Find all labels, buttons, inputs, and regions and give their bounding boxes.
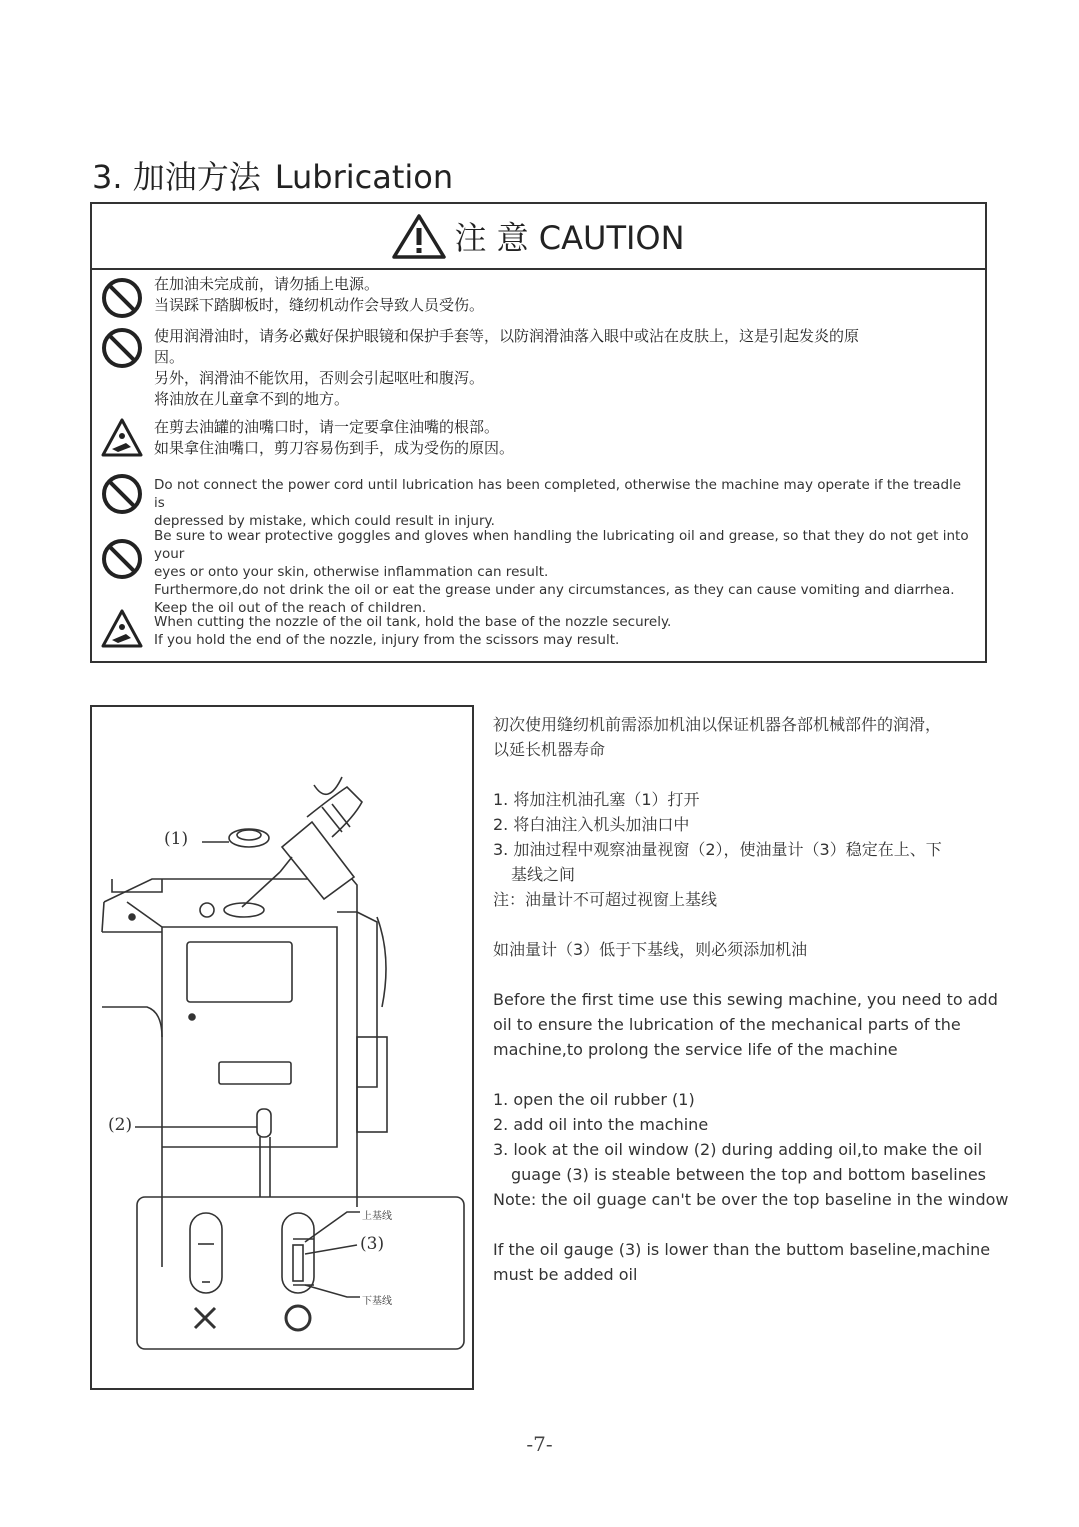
caution-box [90, 202, 987, 663]
cn-intro-line: 初次使用缝纫机前需添加机油以保证机器各部机械部件的润滑， [493, 715, 942, 734]
caution-line: Do not connect the power cord until lubrication has been completed, otherwise the machine may operate if the treadle is [154, 477, 962, 511]
en-step: 1. open the oil rubber (1) [493, 1090, 695, 1109]
en-warning: If the oil gauge (3) is lower than the buttom baseline,machine [493, 1240, 991, 1259]
section-title-en: Lubrication [274, 158, 454, 196]
en-note: Note: the oil guage can't be over the top baseline in the window [493, 1190, 1009, 1209]
prohibited-icon [100, 326, 144, 370]
caution-line: 将油放在儿童拿不到的地方。 [154, 390, 350, 408]
caution-line: 在剪去油罐的油嘴口时，请一定要拿住油嘴的根部。 [154, 418, 500, 436]
caution-line: Keep the oil out of the reach of children. [154, 600, 427, 616]
caution-line: 在加油未完成前，请勿插上电源。 [154, 275, 380, 293]
caution-line: 使用润滑油时，请务必戴好保护眼镜和保护手套等，以防润滑油落入眼中或沾在皮肤上，这是引起发炎的原 [154, 327, 860, 345]
callout-oil-gauge: (3) [360, 1234, 385, 1254]
page-number: -7- [526, 1432, 553, 1456]
en-step-cont: guage (3) is steable between the top and bottom baselines [511, 1165, 987, 1184]
caution-line: depressed by mistake, which could result in injury. [154, 513, 495, 529]
caution-row-cn-power [92, 274, 985, 320]
caution-row-cn-nozzle [92, 417, 985, 463]
cn-note: 注：油量计不可超过视窗上基线 [493, 890, 718, 909]
cn-step-cont: 基线之间 [511, 865, 576, 884]
en-warning: must be added oil [493, 1265, 638, 1284]
section-title [92, 152, 453, 198]
caution-title: 注 意 CAUTION [454, 219, 685, 257]
hand-injury-warning-icon [100, 417, 144, 459]
caution-line: Be sure to wear protective goggles and gloves when handling the lubricating oil and grease, so that they do not get into your [154, 528, 969, 562]
caution-line: 当误踩下踏脚板时，缝纫机动作会导致人员受伤。 [154, 296, 485, 314]
en-intro-line: Before the first time use this sewing machine, you need to add [493, 990, 998, 1009]
caution-row-cn-oil [92, 326, 985, 412]
en-intro-line: machine,to prolong the service life of the machine [493, 1040, 898, 1059]
top-baseline-label: 上基线 [362, 1211, 392, 1222]
sewing-machine-illustration [92, 707, 472, 1388]
cn-warning: 如油量计（3）低于下基线，则必须添加机油 [493, 940, 808, 959]
caution-row-en-nozzle [92, 610, 985, 652]
caution-line: When cutting the nozzle of the oil tank, hold the base of the nozzle securely. [154, 614, 672, 630]
caution-line: 如果拿住油嘴口，剪刀容易伤到手，成为受伤的原因。 [154, 439, 515, 457]
caution-header [92, 204, 985, 270]
bottom-baseline-label: 下基线 [362, 1296, 392, 1307]
caution-line: If you hold the end of the nozzle, injury from the scissors may result. [154, 632, 620, 648]
callout-oil-window: (2) [108, 1115, 133, 1135]
en-intro-line: oil to ensure the lubrication of the mechanical parts of the [493, 1015, 961, 1034]
lubrication-instructions [493, 712, 1009, 1287]
caution-line: 另外，润滑油不能饮用，否则会引起呕吐和腹泻。 [154, 369, 485, 387]
en-step: 3. look at the oil window (2) during adding oil,to make the oil [493, 1140, 983, 1159]
cn-step: 1. 将加注机油孔塞（1）打开 [493, 790, 700, 809]
callout-oil-plug: (1) [164, 829, 189, 849]
cn-step: 2. 将白油注入机头加油口中 [493, 815, 690, 834]
cn-step: 3. 加油过程中观察油量视窗（2），使油量计（3）稳定在上、下 [493, 840, 942, 859]
prohibited-icon [100, 537, 144, 581]
hand-injury-warning-icon [100, 608, 144, 650]
warning-triangle-icon [392, 213, 446, 259]
caution-line: eyes or onto your skin, otherwise inflammation can result. [154, 564, 549, 580]
caution-line: 因。 [154, 348, 185, 366]
section-title-cn: 3. 加油方法 [92, 158, 261, 196]
caution-row-en-oil [92, 525, 985, 616]
caution-line: Furthermore,do not drink the oil or eat the grease under any circumstances, as they can cause vomiting and diarrhea. [154, 582, 955, 598]
lubrication-figure [90, 705, 474, 1390]
en-step: 2. add oil into the machine [493, 1115, 709, 1134]
caution-row-en-power [92, 474, 985, 529]
prohibited-icon [100, 472, 144, 516]
cn-intro-line: 以延长机器寿命 [493, 740, 606, 759]
prohibited-icon [100, 276, 144, 320]
